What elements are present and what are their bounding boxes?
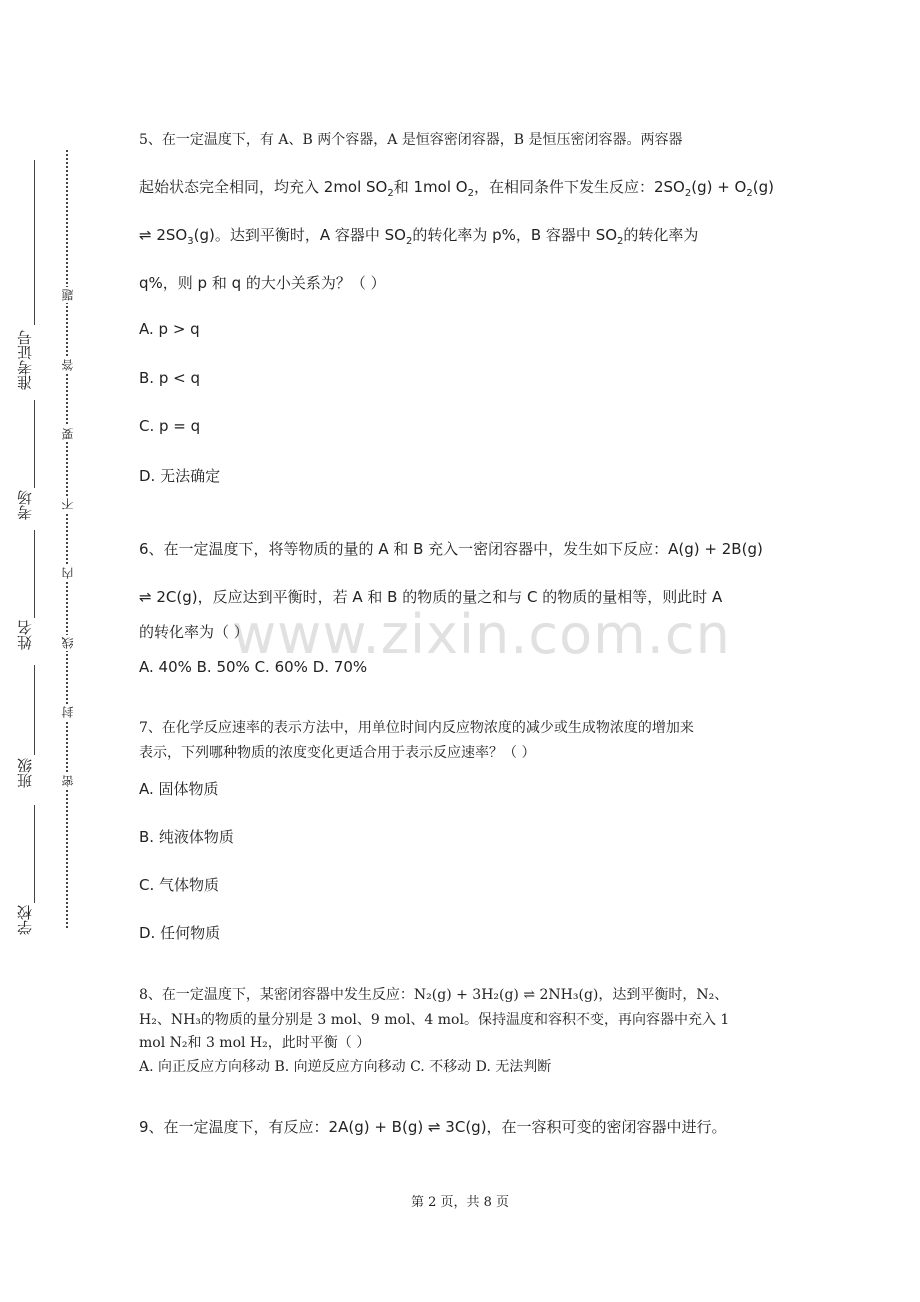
seal-char: 密 [61, 775, 75, 787]
q7-option-b: B. 纯液体物质 [139, 828, 234, 846]
subscript: 2 [387, 188, 394, 199]
field-label-class: 班级 [16, 758, 34, 788]
q8-options: A. 向正反应方向移动 B. 向逆反应方向移动 C. 不移动 D. 无法判断 [139, 1059, 552, 1075]
seal-dotted-line [66, 150, 68, 928]
q8-line-2: H₂、NH₃的物质的量分别是 3 mol、9 mol、4 mol。保持温度和容积不变，再向容器中充入 1 [139, 1012, 730, 1028]
q5-option-b: B. p < q [139, 369, 200, 387]
page-footer: 第 2 页，共 8 页 [410, 1195, 510, 1210]
q5-line-1: 5、在一定温度下，有 A、B 两个容器，A 是恒容密闭容器，B 是恒压密闭容器。两容器 [139, 132, 683, 148]
q5-text: 起始状态完全相同，均充入 2mol SO [139, 178, 388, 196]
q5-option-d: D. 无法确定 [139, 467, 221, 485]
q8-line-3: mol N₂和 3 mol H₂，此时平衡（ ） [139, 1035, 371, 1051]
q5-text: 和 1mol O [393, 178, 468, 196]
q5-line-4: q%，则 p 和 q 的大小关系为？（ ） [139, 274, 386, 292]
seal-char: 线 [61, 637, 75, 649]
watermark: www.zixin.com.cn [232, 603, 731, 666]
field-label-exam-room: 考场 [16, 490, 34, 520]
subscript: 2 [684, 188, 692, 199]
seal-char: 要 [61, 428, 75, 440]
q5-line-3 [139, 224, 698, 247]
q8-line-1: 8、在一定温度下，某密闭容器中发生反应：N₂(g) + 3H₂(g) ⇌ 2NH₃(g)，达到平衡时，N₂、 [139, 987, 729, 1003]
q5-text: (g)。达到平衡时，A 容器中 SO [193, 226, 406, 244]
q7-option-d: D. 任何物质 [139, 924, 221, 942]
q7-line-2: 表示，下列哪种物质的浓度变化更适合用于表示反应速率？（ ） [139, 745, 536, 761]
seal-char: 封 [61, 706, 75, 718]
q5-text: ，在相同条件下发生反应：2SO [473, 178, 685, 196]
seal-char: 内 [61, 567, 75, 579]
q5-text: ⇌ 2SO [139, 226, 188, 244]
field-label-school: 学校 [16, 905, 34, 935]
q5-option-a: A. p > q [139, 320, 200, 338]
subscript: 2 [405, 236, 413, 247]
field-label-exam-id: 准考证号 [16, 330, 34, 390]
field-line-name [34, 530, 35, 618]
q6-line-1: 6、在一定温度下，将等物质的量的 A 和 B 充入一密闭容器中，发生如下反应：A(g) + 2B(g) [139, 540, 763, 558]
subscript: 2 [746, 188, 753, 199]
subscript: 2 [617, 236, 624, 247]
q6-line-2: ⇌ 2C(g)，反应达到平衡时，若 A 和 B 的物质的量之和与 C 的物质的量相等，则此时 A [139, 588, 723, 606]
seal-char: 不 [61, 498, 75, 510]
subscript: 3 [187, 236, 194, 247]
field-label-name: 姓名 [16, 620, 34, 650]
seal-char: 题 [61, 289, 75, 301]
q5-text: (g) [752, 178, 774, 196]
q6-options: A. 40% B. 50% C. 60% D. 70% [139, 658, 368, 676]
field-line-exam-id [34, 160, 35, 325]
q5-option-c: C. p = q [139, 417, 201, 435]
q6-line-3: 的转化率为（ ） [139, 623, 249, 641]
field-line-school [34, 805, 35, 903]
seal-char: 答 [61, 359, 75, 371]
q7-option-a: A. 固体物质 [139, 780, 219, 798]
subscript: 2 [467, 188, 474, 199]
field-line-exam-room [34, 400, 35, 488]
q5-text: 的转化率为 p%，B 容器中 SO [412, 226, 618, 244]
q7-line-1: 7、在化学反应速率的表示方法中，用单位时间内反应物浓度的减少或生成物浓度的增加来 [139, 720, 694, 736]
q5-text: 的转化率为 [623, 226, 699, 244]
q5-text: (g) + O [691, 178, 747, 196]
q9-line-1: 9、在一定温度下，有反应：2A(g) + B(g) ⇌ 3C(g)，在一容积可变的密闭容器中进行。 [139, 1118, 727, 1136]
q5-line-2 [139, 176, 774, 199]
q7-option-c: C. 气体物质 [139, 876, 220, 894]
field-line-class [34, 665, 35, 755]
